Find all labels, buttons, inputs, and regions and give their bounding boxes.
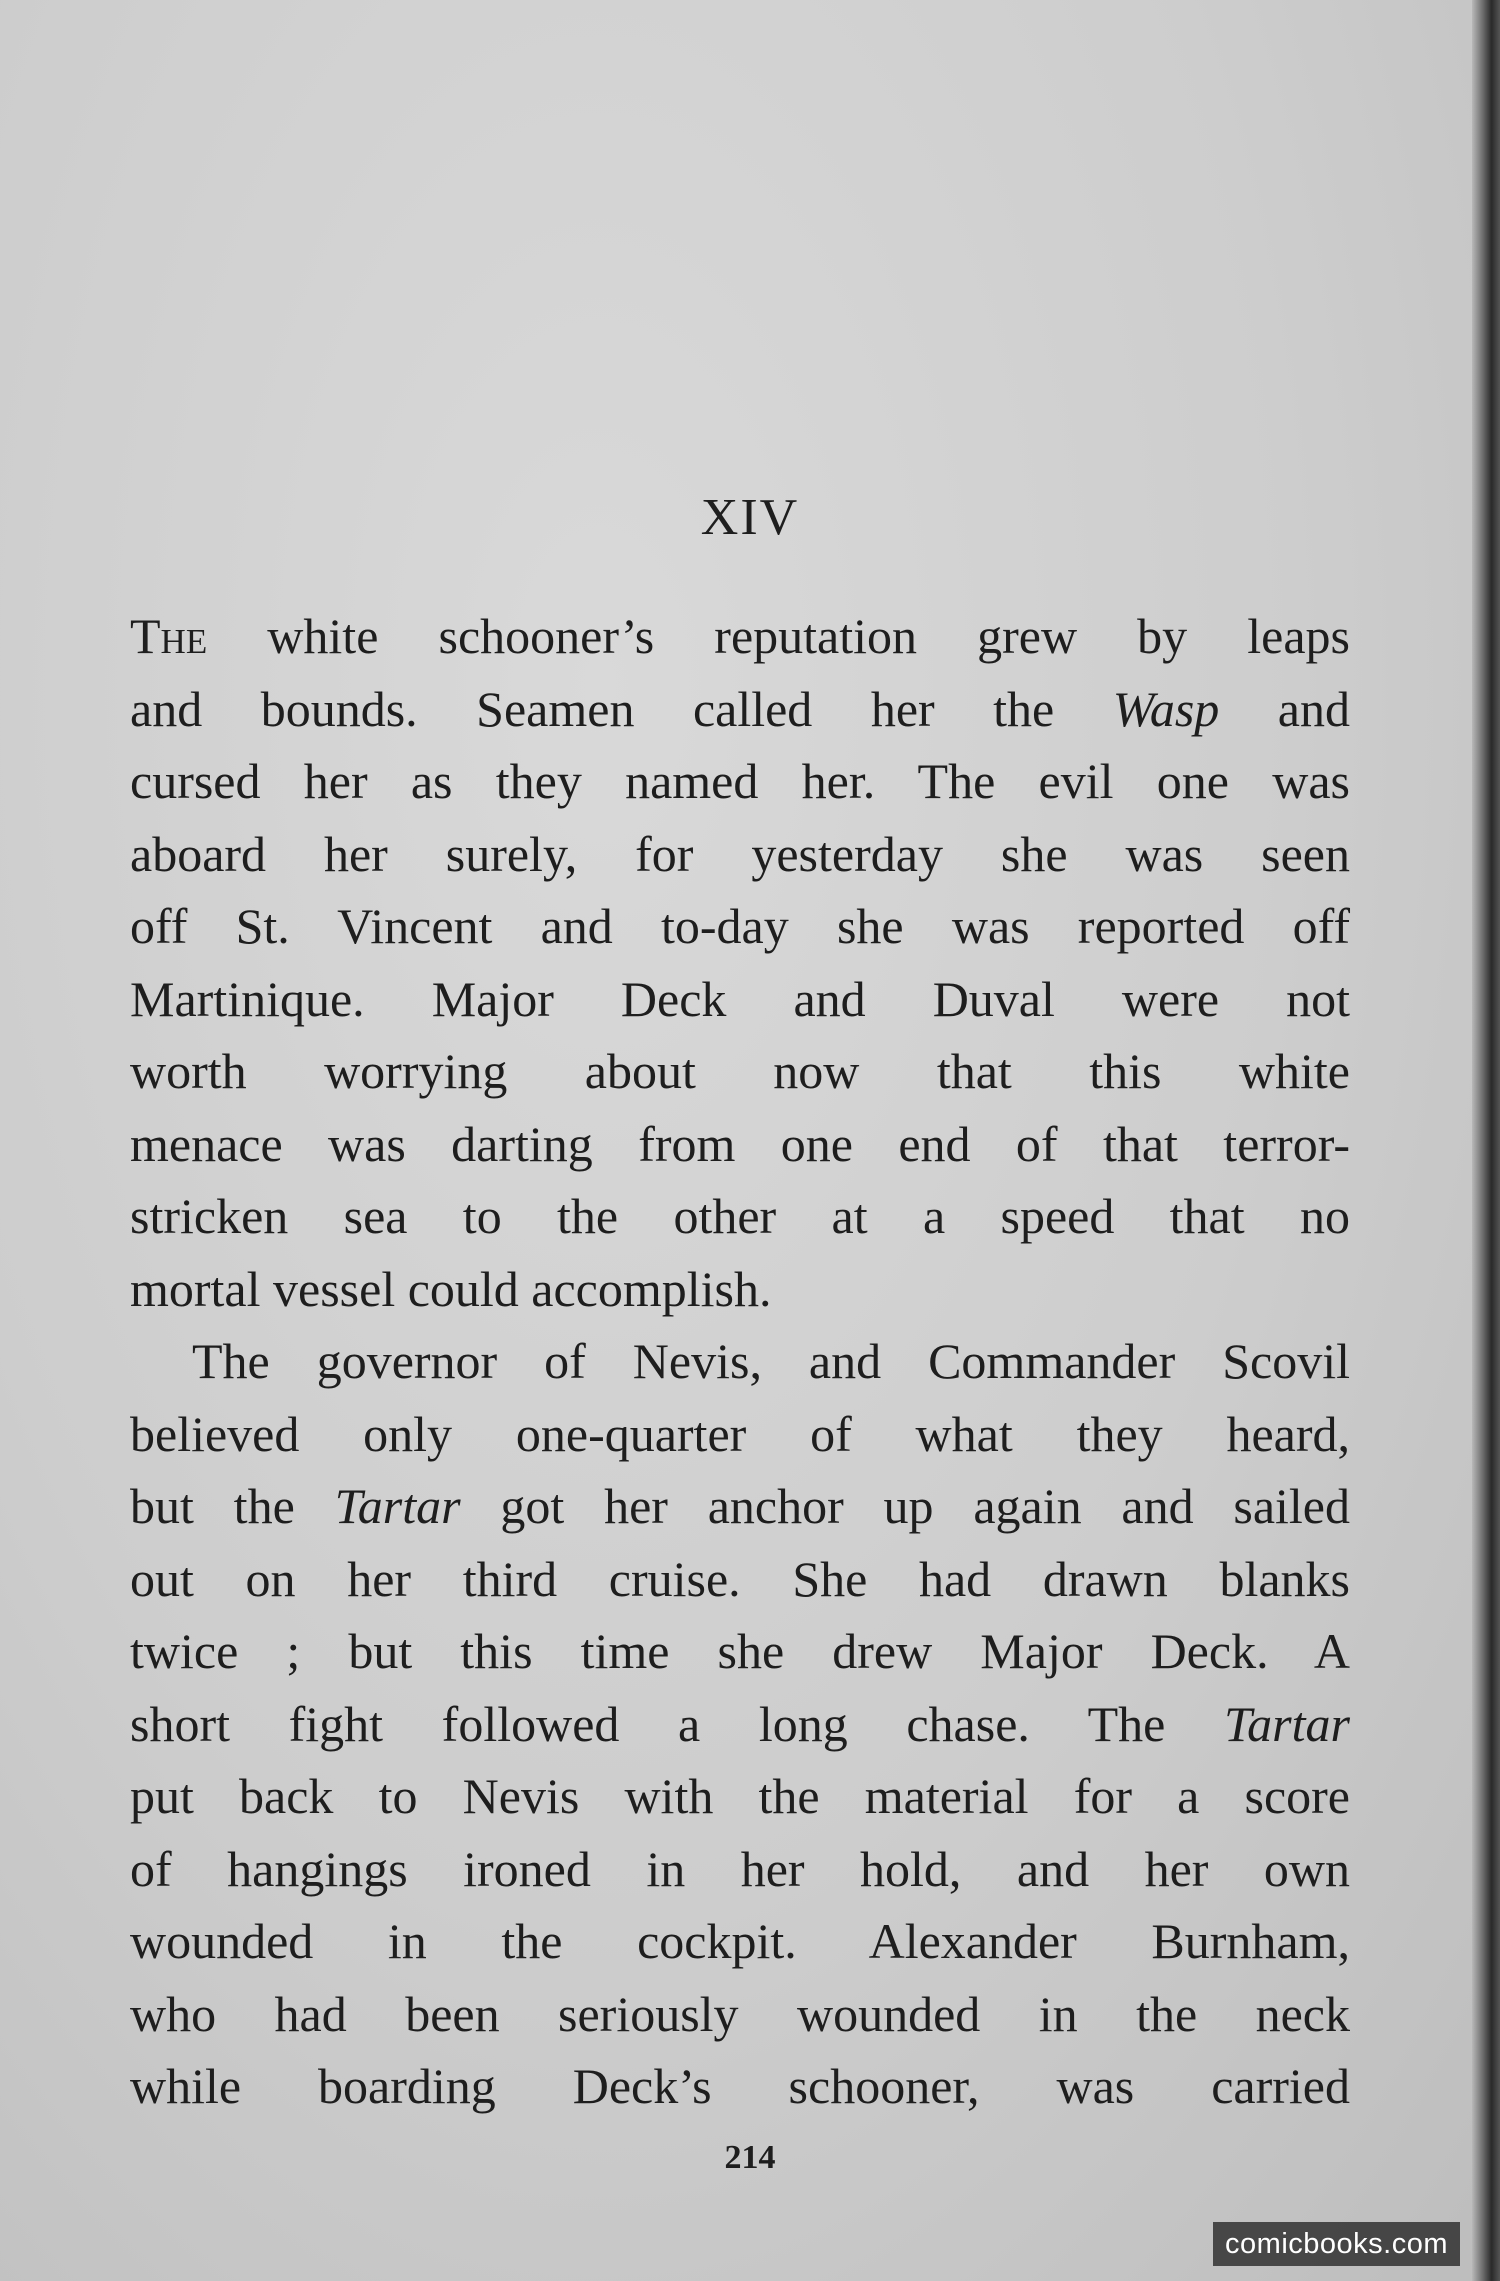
text-line: short fight followed a long chase. The Tartar — [130, 1695, 1350, 1752]
text-line: stricken sea to the other at a speed that no — [130, 1188, 1350, 1244]
text-line: who had been seriously wounded in the neck — [130, 1985, 1350, 2042]
text-line: worth worrying about now that this white — [130, 1043, 1350, 1099]
text-line: aboard her surely, for yesterday she was seen — [130, 825, 1350, 882]
watermark: comicbooks.com — [1213, 2222, 1460, 2266]
text-line: cursed her as they named her. The evil one was — [130, 753, 1350, 809]
text-line: The governor of Nevis, and Commander Scovil — [192, 1333, 1350, 1389]
text-line: The white schooner’s reputation grew by leaps — [130, 608, 1350, 664]
text-line: of hangings ironed in her hold, and her own — [130, 1840, 1350, 1897]
page-binding-edge — [1472, 0, 1500, 2281]
text-line: put back to Nevis with the material for a score — [130, 1768, 1350, 1824]
text-line: menace was darting from one end of that terror- — [130, 1115, 1350, 1172]
text-line: but the Tartar got her anchor up again and sailed — [130, 1478, 1350, 1534]
page-number: 214 — [724, 2139, 776, 2176]
ship-name-italic: Tartar — [1223, 1695, 1350, 1752]
ship-name-italic: Tartar — [334, 1478, 461, 1534]
chapter-heading: XIV — [700, 489, 800, 546]
text-line: Martinique. Major Deck and Duval were not — [130, 970, 1350, 1027]
ship-name-italic: Wasp — [1112, 680, 1220, 737]
text-line: believed only one-quarter of what they heard, — [130, 1405, 1350, 1462]
text-line: twice ; but this time she drew Major Deck. A — [130, 1623, 1350, 1679]
drop-word: The — [130, 608, 208, 664]
text-line: mortal vessel could accomplish. — [130, 1260, 772, 1317]
paragraph-2 — [130, 1325, 1350, 2123]
text-line: while boarding Deck’s schooner, was carried — [130, 2058, 1350, 2114]
text-line: out on her third cruise. She had drawn blanks — [130, 1550, 1350, 1607]
paragraph-1 — [130, 600, 1350, 1325]
text-line: off St. Vincent and to-day she was reported off — [130, 898, 1350, 954]
text-line: wounded in the cockpit. Alexander Burnham, — [130, 1913, 1350, 1969]
text-line: and bounds. Seamen called her the Wasp and — [130, 680, 1350, 737]
